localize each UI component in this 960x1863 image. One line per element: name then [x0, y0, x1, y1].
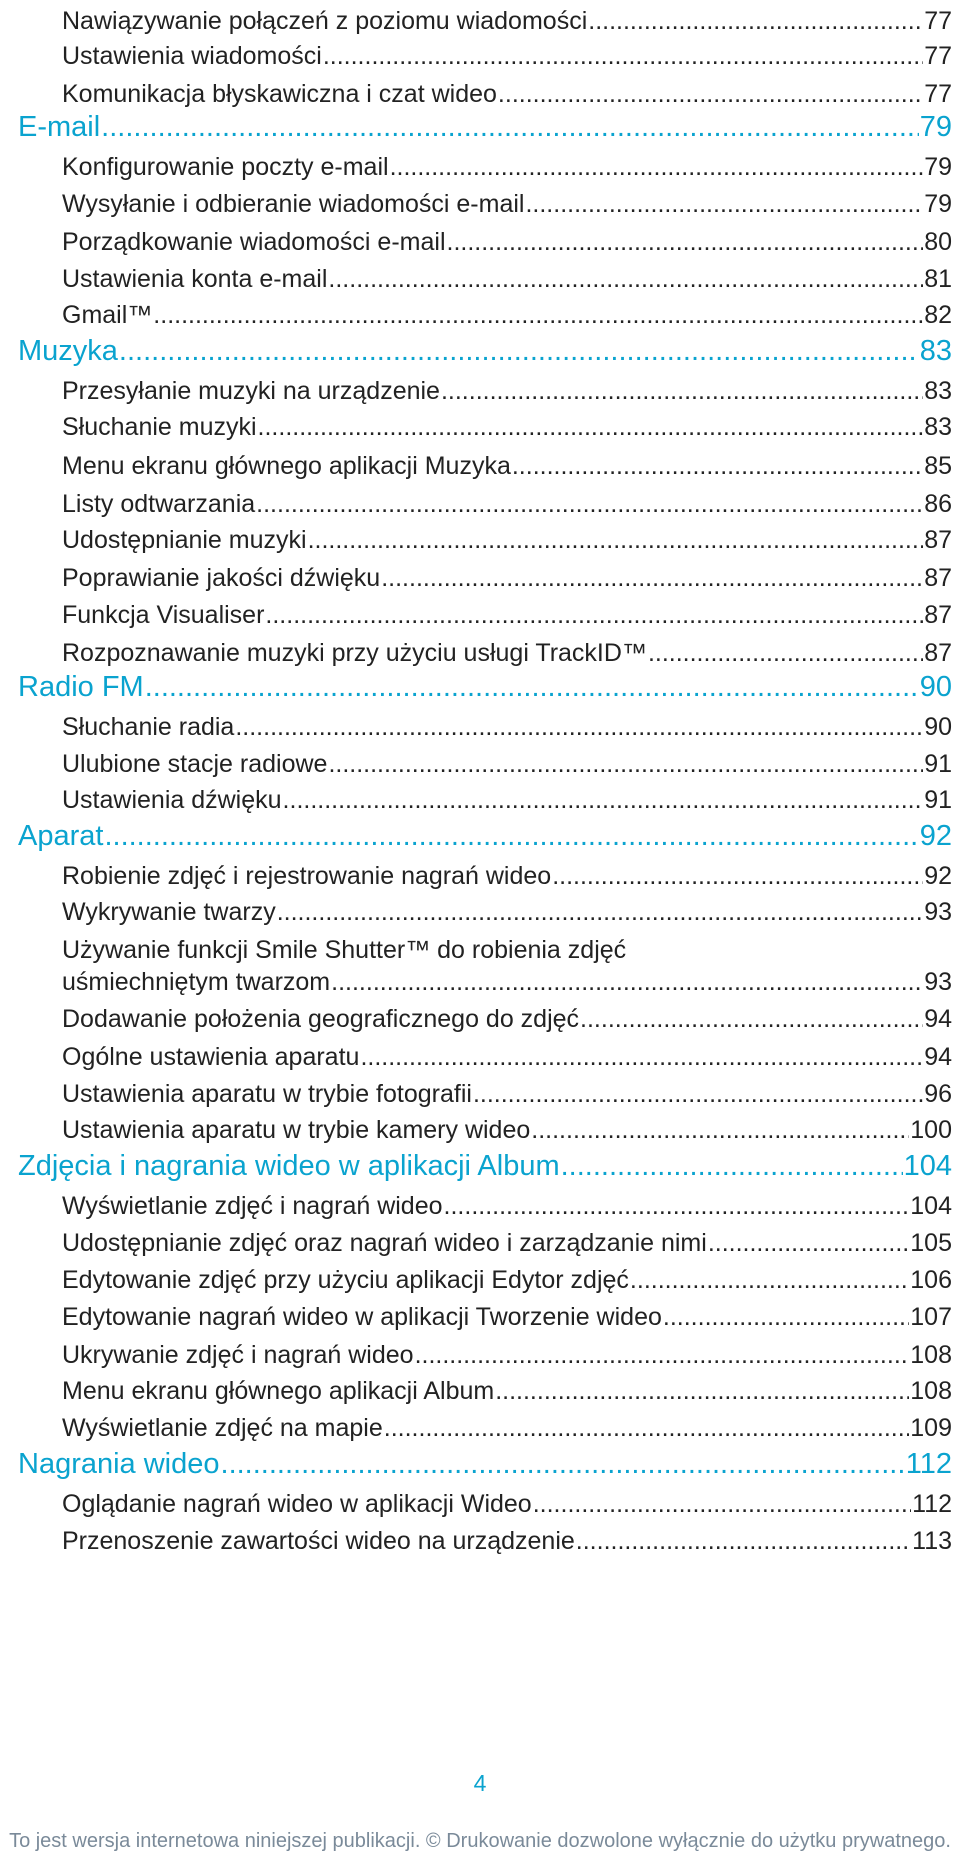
- toc-entry-page: 83: [924, 377, 952, 405]
- dot-leader: [495, 1377, 909, 1406]
- toc-entry-page: 90: [924, 713, 952, 741]
- toc-entry-title: Słuchanie radia: [62, 713, 235, 741]
- dot-leader: [328, 265, 923, 294]
- toc-entry-page: 90: [919, 671, 952, 703]
- toc-entry[interactable]: [0, 221, 960, 257]
- toc-entry-title: Przenoszenie zawartości wideo na urządzenie: [62, 1527, 575, 1555]
- dot-leader: [283, 786, 924, 815]
- dot-leader: [381, 564, 923, 593]
- dot-leader: [119, 335, 919, 368]
- dot-leader: [101, 111, 919, 144]
- toc-entry-title: Ustawienia dźwięku: [62, 786, 282, 814]
- toc-entry[interactable]: [0, 294, 960, 330]
- toc-entry-page: 100: [910, 1116, 952, 1144]
- toc-entry[interactable]: [0, 1036, 960, 1072]
- toc-chapter-entry[interactable]: [0, 1147, 960, 1183]
- toc-entry-page: 104: [903, 1150, 952, 1182]
- toc-entry-text: Używanie funkcji Smile Shutter™ do robienia zdjęć: [62, 936, 627, 964]
- dot-leader: [552, 862, 923, 891]
- dot-leader: [473, 1080, 923, 1109]
- dot-leader: [580, 1005, 923, 1034]
- toc-entry-page: 107: [910, 1303, 952, 1331]
- dot-leader: [153, 301, 923, 330]
- toc-entry-page: 81: [924, 265, 952, 293]
- toc-entry-title: Poprawianie jakości dźwięku: [62, 564, 381, 592]
- toc-entry-page: 77: [924, 80, 952, 108]
- toc-entry[interactable]: [0, 1483, 960, 1519]
- toc-entry[interactable]: [0, 258, 960, 294]
- toc-entry-title: Nagrania wideo: [18, 1448, 220, 1480]
- toc-entry-page: 79: [924, 190, 952, 218]
- toc-chapter-entry[interactable]: [0, 1445, 960, 1481]
- toc-entry-title: Funkcja Visualiser: [62, 601, 265, 629]
- toc-entry-page: 94: [924, 1005, 952, 1033]
- dot-leader: [498, 80, 923, 109]
- toc-entry-title: Edytowanie zdjęć przy użyciu aplikacji Edytor zdjęć: [62, 1266, 629, 1294]
- toc-entry-page: 91: [924, 786, 952, 814]
- toc-entry-page: 92: [924, 862, 952, 890]
- toc-entry[interactable]: [0, 35, 960, 71]
- toc-entry-page: 112: [905, 1448, 952, 1480]
- toc-entry[interactable]: [0, 1407, 960, 1443]
- dot-leader: [444, 1192, 910, 1221]
- toc-entry-title: Udostępnianie zdjęć oraz nagrań wideo i zarządzanie nimi: [62, 1229, 707, 1257]
- toc-entry-page: 87: [924, 639, 952, 667]
- dot-leader: [663, 1303, 909, 1332]
- toc-entry-page: 87: [924, 601, 952, 629]
- toc-entry[interactable]: [0, 1296, 960, 1332]
- toc-chapter-entry[interactable]: [0, 332, 960, 368]
- toc-entry-title: Ustawienia aparatu w trybie kamery wideo: [62, 1116, 531, 1144]
- toc-entry-page: 87: [924, 526, 952, 554]
- dot-leader: [277, 898, 923, 927]
- toc-entry-title: Ustawienia aparatu w trybie fotografii: [62, 1080, 472, 1108]
- toc-entry-title: Robienie zdjęć i rejestrowanie nagrań wideo: [62, 862, 552, 890]
- toc-entry-title: Ustawienia konta e-mail: [62, 265, 328, 293]
- toc-entry-title: Radio FM: [18, 671, 144, 703]
- dot-leader: [588, 7, 923, 36]
- toc-entry-page: 113: [912, 1527, 952, 1555]
- dot-leader: [390, 153, 924, 182]
- toc-entry-page: 86: [924, 490, 952, 518]
- dot-leader: [630, 1266, 909, 1295]
- toc-entry[interactable]: [0, 73, 960, 109]
- toc-entry[interactable]: [0, 779, 960, 815]
- toc-entry-title: Listy odtwarzania: [62, 490, 256, 518]
- toc-entry-title: Edytowanie nagrań wideo w aplikacji Tworzenie wideo: [62, 1303, 662, 1331]
- dot-leader: [512, 452, 923, 481]
- toc-entry[interactable]: [0, 146, 960, 182]
- toc-entry[interactable]: [0, 1370, 960, 1406]
- toc-entry[interactable]: [0, 557, 960, 593]
- toc-entry-page: 112: [912, 1490, 952, 1518]
- toc-entry-page: 108: [910, 1377, 952, 1405]
- toc-entry-page: 93: [924, 968, 952, 996]
- toc-entry-page: 83: [919, 335, 952, 367]
- toc-entry-title: Ukrywanie zdjęć i nagrań wideo: [62, 1341, 414, 1369]
- dot-leader: [648, 639, 923, 668]
- toc-entry-title: Porządkowanie wiadomości e-mail: [62, 228, 446, 256]
- footer-note: To jest wersja internetowa niniejszej publikacji. © Drukowanie dozwolone wyłącznie do użytku prywatnego.: [9, 1830, 951, 1852]
- dot-leader: [525, 190, 923, 219]
- toc-entry[interactable]: [0, 706, 960, 742]
- toc-entry[interactable]: [0, 1109, 960, 1145]
- dot-leader: [145, 671, 919, 704]
- toc-entry[interactable]: [0, 1185, 960, 1221]
- dot-leader: [221, 1448, 905, 1481]
- toc-entry[interactable]: [0, 370, 960, 406]
- toc-entry[interactable]: [0, 632, 960, 668]
- dot-leader: [323, 42, 923, 71]
- toc-chapter-entry[interactable]: [0, 108, 960, 144]
- toc-entry[interactable]: [0, 998, 960, 1034]
- toc-entry-page: 105: [910, 1229, 952, 1257]
- dot-leader: [441, 377, 923, 406]
- toc-entry-page: 83: [924, 413, 952, 441]
- toc-entry-title: uśmiechniętym twarzom: [62, 968, 331, 996]
- toc-entry[interactable]: [0, 519, 960, 555]
- toc-entry[interactable]: [0, 743, 960, 779]
- dot-leader: [258, 413, 924, 442]
- toc-entry-title: Dodawanie położenia geograficznego do zdjęć: [62, 1005, 580, 1033]
- dot-leader: [533, 1490, 911, 1519]
- toc-entry[interactable]: [0, 1222, 960, 1258]
- toc-entry-title: Menu ekranu głównego aplikacji Album: [62, 1377, 495, 1405]
- toc-entry-page: 79: [919, 111, 952, 143]
- dot-leader: [360, 1043, 923, 1072]
- toc-entry[interactable]: [0, 183, 960, 219]
- toc-entry-page: 87: [924, 564, 952, 592]
- dot-leader: [531, 1116, 909, 1145]
- toc-entry-title: Udostępnianie muzyki: [62, 526, 307, 554]
- toc-entry-page: 109: [910, 1414, 952, 1442]
- toc-entry-page: 94: [924, 1043, 952, 1071]
- toc-entry[interactable]: [0, 1334, 960, 1370]
- toc-entry-title: Muzyka: [18, 335, 118, 367]
- dot-leader: [308, 526, 924, 555]
- toc-entry-title: Komunikacja błyskawiczna i czat wideo: [62, 80, 497, 108]
- toc-entry-title: Ustawienia wiadomości: [62, 42, 322, 70]
- toc-entry-title: Zdjęcia i nagrania wideo w aplikacji Album: [18, 1150, 560, 1182]
- toc-entry-title: Wysyłanie i odbieranie wiadomości e-mail: [62, 190, 525, 218]
- dot-leader: [256, 490, 923, 519]
- dot-leader: [328, 750, 923, 779]
- toc-entry-title: Ogólne ustawienia aparatu: [62, 1043, 360, 1071]
- dot-leader: [708, 1229, 909, 1258]
- toc-entry[interactable]: [0, 1520, 960, 1556]
- toc-entry-title: Gmail™: [62, 301, 153, 329]
- dot-leader: [384, 1414, 910, 1443]
- toc-entry-title: Aparat: [18, 820, 104, 852]
- toc-entry-title: Konfigurowanie poczty e-mail: [62, 153, 389, 181]
- toc-entry-title: Wyświetlanie zdjęć na mapie: [62, 1414, 383, 1442]
- toc-entry[interactable]: [0, 0, 960, 36]
- toc-entry-page: 93: [924, 898, 952, 926]
- toc-entry-page: 79: [924, 153, 952, 181]
- toc-entry-title: Nawiązywanie połączeń z poziomu wiadomości: [62, 7, 588, 35]
- dot-leader: [576, 1527, 911, 1556]
- dot-leader: [331, 968, 923, 997]
- toc-chapter-entry[interactable]: [0, 668, 960, 704]
- toc-entry-title: Oglądanie nagrań wideo w aplikacji Wideo: [62, 1490, 532, 1518]
- toc-entry-title: Rozpoznawanie muzyki przy użyciu usługi TrackID™: [62, 639, 647, 667]
- toc-entry-page: 92: [919, 820, 952, 852]
- toc-entry-title: Przesyłanie muzyki na urządzenie: [62, 377, 440, 405]
- dot-leader: [447, 228, 924, 257]
- toc-entry[interactable]: [0, 483, 960, 519]
- page-number: 4: [473, 1770, 487, 1796]
- toc-entry[interactable]: [0, 855, 960, 891]
- toc-entry[interactable]: [0, 961, 960, 997]
- toc-entry-title: Ulubione stacje radiowe: [62, 750, 328, 778]
- toc-entry[interactable]: [0, 594, 960, 630]
- toc-entry-title: Słuchanie muzyki: [62, 413, 257, 441]
- toc-entry-page: 91: [924, 750, 952, 778]
- toc-entry-page: 106: [910, 1266, 952, 1294]
- toc-entry[interactable]: [0, 406, 960, 442]
- toc-entry-page: 77: [924, 42, 952, 70]
- toc-entry-page: 80: [924, 228, 952, 256]
- toc-entry[interactable]: [0, 891, 960, 927]
- toc-entry-title: Wykrywanie twarzy: [62, 898, 276, 926]
- toc-entry-title: E-mail: [18, 111, 101, 143]
- toc-entry-page: 104: [910, 1192, 952, 1220]
- toc-entry[interactable]: [0, 445, 960, 481]
- toc-entry-page: 82: [924, 301, 952, 329]
- toc-entry[interactable]: [0, 1073, 960, 1109]
- toc-entry-page: 108: [910, 1341, 952, 1369]
- toc-entry-title: Wyświetlanie zdjęć i nagrań wideo: [62, 1192, 443, 1220]
- dot-leader: [104, 820, 918, 853]
- toc-entry-page: 96: [924, 1080, 952, 1108]
- dot-leader: [415, 1341, 910, 1370]
- toc-entry[interactable]: [0, 1259, 960, 1295]
- dot-leader: [265, 601, 923, 630]
- toc-entry-page: 77: [924, 7, 952, 35]
- dot-leader: [235, 713, 923, 742]
- dot-leader: [561, 1150, 903, 1183]
- toc-entry-title: Menu ekranu głównego aplikacji Muzyka: [62, 452, 511, 480]
- toc-chapter-entry[interactable]: [0, 817, 960, 853]
- toc-entry-page: 85: [924, 452, 952, 480]
